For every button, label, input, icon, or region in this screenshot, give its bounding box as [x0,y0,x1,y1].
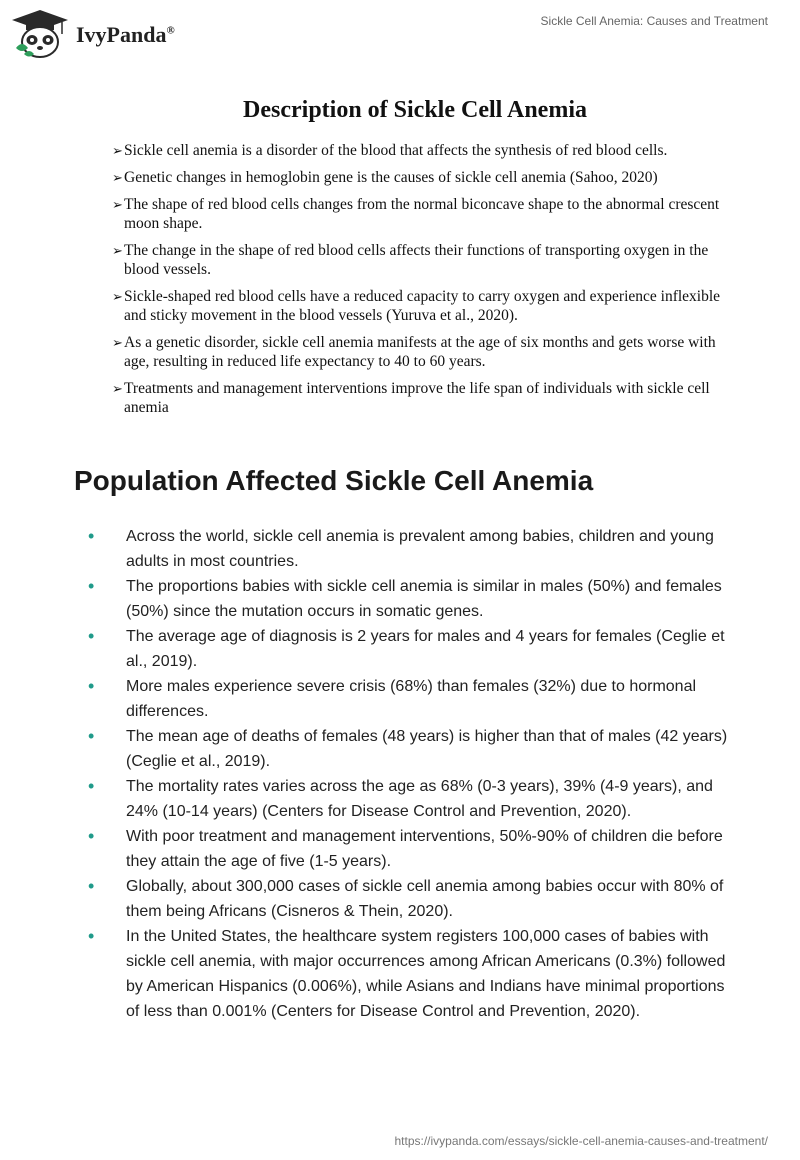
brand-logo[interactable] [10,8,175,60]
arrowhead-bullet-icon: ➢ [112,289,123,304]
list-item: • More males experience severe crisis (68%) than females (32%) due to hormonal differences. [88,676,697,720]
list-item: • The mortality rates varies across the age as 68% (0-3 years), 39% (4-9 years), and 24% (10-14 years) (Centers for Disease Control and Prevention, 2020). [88,776,713,820]
slide-bullet: ➢ The shape of red blood cells changes from the normal biconcave shape to the abnormal crescent moon shape. [112,196,720,232]
dot-bullet-icon: • [88,926,95,946]
dot-bullet-icon: • [88,726,95,746]
slide-bullet: ➢ Sickle-shaped red blood cells have a reduced capacity to carry oxygen and experience inflexible and sticky movement in the blood vessels (Yuruva et al., 2020). [112,288,721,324]
document-title: Sickle Cell Anemia: Causes and Treatment [540,14,768,28]
source-url[interactable]: https://ivypanda.com/essays/sickle-cell-anemia-causes-and-treatment/ [394,1134,768,1148]
section-heading: Population Affected Sickle Cell Anemia [74,465,594,496]
dot-bullet-icon: • [88,626,95,646]
dot-bullet-icon: • [88,876,95,896]
brand-name: IvyPanda® [76,22,175,47]
dot-bullet-icon: • [88,576,95,596]
list-item: • Globally, about 300,000 cases of sickle cell anemia among babies occur with 80% of them being Africans (Cisneros & Thein, 2020). [88,876,724,920]
arrowhead-bullet-icon: ➢ [112,243,123,258]
list-item: • The average age of diagnosis is 2 years for males and 4 years for females (Ceglie et al., 2019). [88,626,725,670]
arrowhead-bullet-icon: ➢ [112,143,123,158]
arrowhead-bullet-icon: ➢ [112,170,123,185]
slide-bullet: ➢ As a genetic disorder, sickle cell anemia manifests at the age of six months and gets worse with age, resulting in reduced life expectancy to 40 to 60 years. [112,334,716,370]
population-bullet-list [88,524,738,1024]
list-item: • The proportions babies with sickle cell anemia is similar in males (50%) and females (50%) since the mutation occurs in somatic genes. [88,576,722,620]
list-item: • With poor treatment and management interventions, 50%-90% of children die before they attain the age of five (1-5 years). [88,826,723,870]
slide-bullet: ➢ The change in the shape of red blood cells affects their functions of transporting oxygen in the blood vessels. [112,242,709,278]
slide-title: Description of Sickle Cell Anemia [243,97,587,123]
arrowhead-bullet-icon: ➢ [112,381,123,396]
dot-bullet-icon: • [88,676,95,696]
slide-bullet: ➢ Sickle cell anemia is a disorder of the blood that affects the synthesis of red blood cells. [112,142,668,159]
list-item: • In the United States, the healthcare system registers 100,000 cases of babies with sickle cell anemia, with major occurrences among African Americans (0.3%) followed by American Hispanics (0.006%), while Asians and Indians have minimal proportions of less than 0.001% (Centers for Disease Control and Prevention, 2020). [88,926,726,1020]
panda-graduate-icon [10,8,70,60]
list-item: • Across the world, sickle cell anemia is prevalent among babies, children and young adults in most countries. [88,526,714,570]
slide-bullet: ➢ Treatments and management interventions improve the life span of individuals with sickle cell anemia [112,380,710,416]
dot-bullet-icon: • [88,826,95,846]
arrowhead-bullet-icon: ➢ [112,197,123,212]
arrowhead-bullet-icon: ➢ [112,335,123,350]
dot-bullet-icon: • [88,776,95,796]
dot-bullet-icon: • [88,526,95,546]
list-item: • The mean age of deaths of females (48 years) is higher than that of males (42 years) (Ceglie et al., 2019). [88,726,728,770]
slide-bullet-list [112,141,732,425]
slide-bullet: ➢ Genetic changes in hemoglobin gene is the causes of sickle cell anemia (Sahoo, 2020) [112,169,658,186]
